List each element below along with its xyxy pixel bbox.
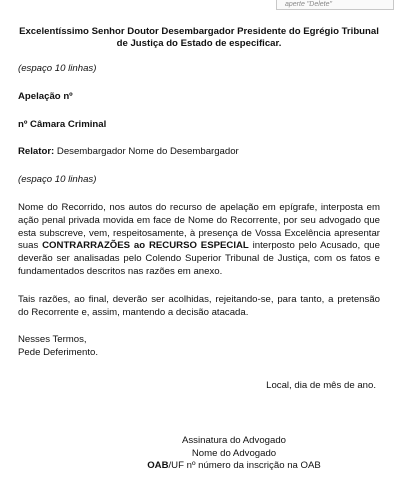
rapporteur-line	[18, 146, 380, 159]
body-paragraph-1	[18, 202, 380, 279]
spacing-note: (espaço 10 linhas)	[18, 174, 97, 186]
spacing-note: (espaço 10 linhas)	[18, 63, 97, 74]
body-paragraph-2: Tais razões, ao final, deverão ser acolhidas, rejeitando-se, para tanto, a pretensão do Recorrente e, assim, mantendo a decisão atacada.	[18, 293, 380, 318]
rapporteur-name: Desembargador Nome do Desembargador	[54, 146, 239, 158]
closing-request: Pede Deferimento.	[18, 347, 98, 359]
oab-registration	[88, 460, 380, 473]
oab-label: OAB	[147, 460, 169, 472]
paragraph-text: interposto pelo Acusado, que deverão ser analisadas pelo Colendo Superior Tribunal de Justiça, com os fatos e fundamentados descritos nas razões em anexo.	[18, 240, 380, 277]
document-body	[18, 26, 380, 473]
delete-hint-tooltip: aperte "Delete"	[276, 0, 394, 10]
paragraph-text: Nome do Recorrido, nos autos do recurso de apelação em epígrafe, interposta em ação penal privada movida em face de Nome do Recorrente, por seu advogado que esta subscreve, vem, respeitosamente, à presença de Vossa Excelência apresentar suas	[18, 201, 380, 252]
place-date: Local, dia de mês de ano.	[266, 379, 376, 391]
appeal-number: Apelação nº	[18, 90, 73, 102]
rapporteur-label: Relator:	[18, 146, 55, 158]
criminal-chamber: nº Câmara Criminal	[18, 118, 107, 130]
lawyer-name: Nome do Advogado	[191, 447, 277, 459]
counterarguments-title: CONTRARRAZÕES ao RECURSO ESPECIAL	[42, 240, 249, 252]
signature-block	[88, 435, 380, 473]
signature-line: Assinatura do Advogado	[181, 434, 286, 446]
oab-value: /UF nº número da inscrição na OAB	[168, 460, 321, 472]
document-title: Excelentíssimo Senhor Doutor Desembargador Presidente do Egrégio Tribunal de Justiça do Estado de especificar.	[19, 26, 379, 49]
closing-terms: Nesses Termos,	[18, 334, 87, 346]
